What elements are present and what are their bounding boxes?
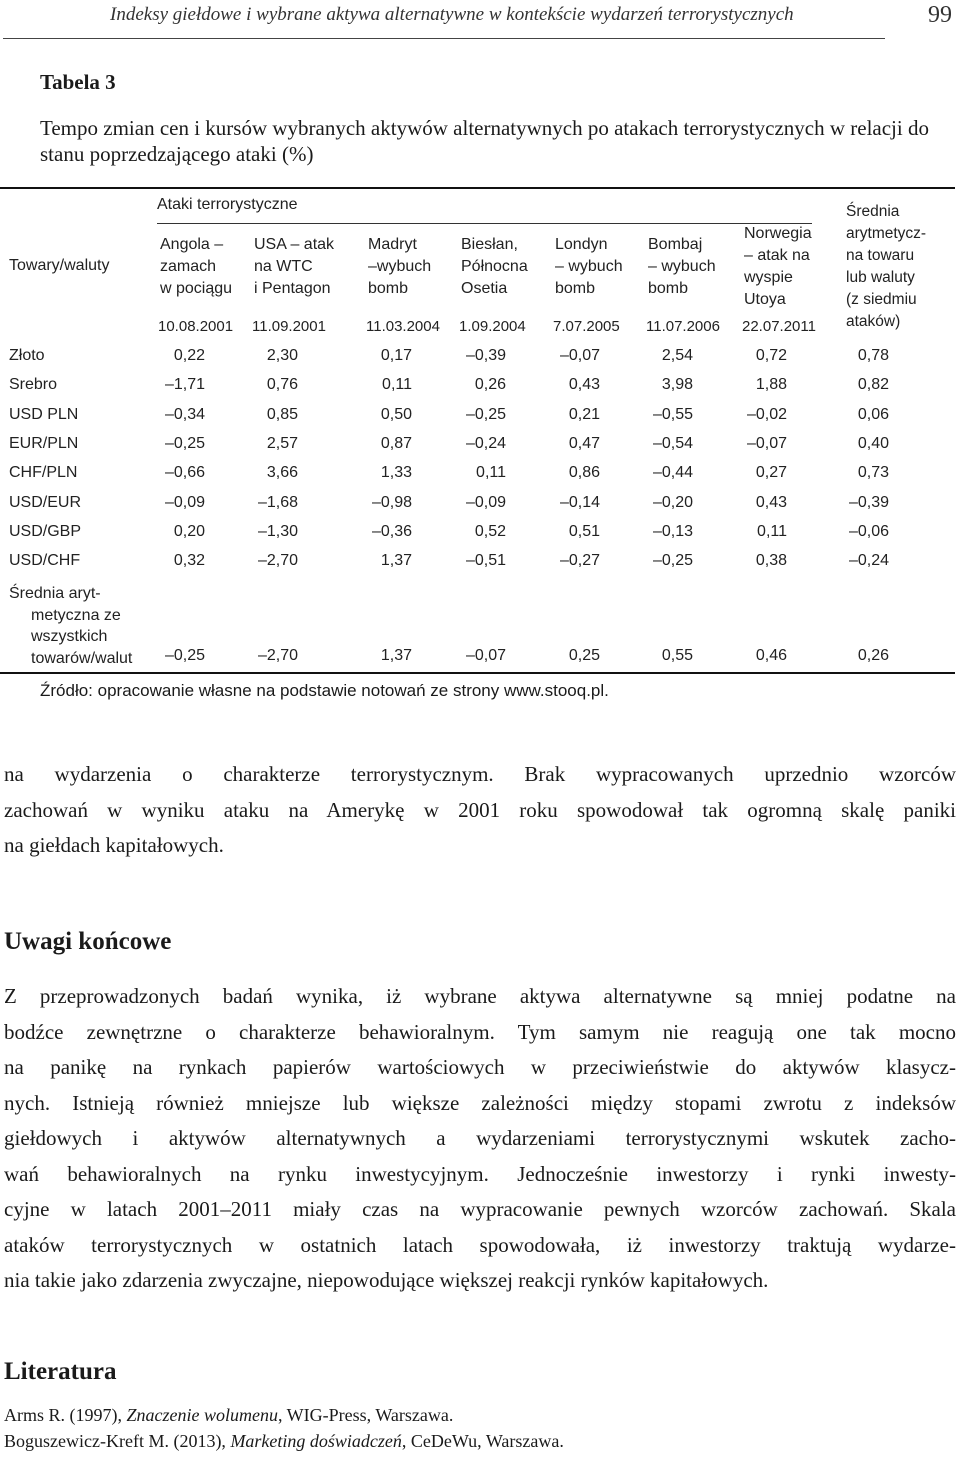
- column-header-line: Angola –: [160, 236, 224, 253]
- text-line: na wydarzenia o charakterze terrorystycznym. Brak wypracowanych uprzednio wzorców: [4, 762, 956, 786]
- value-cell: –0,13: [652, 523, 693, 540]
- value-cell: 3,66: [266, 464, 298, 481]
- column-date: 10.08.2001: [158, 318, 234, 335]
- average-cell: 0,26: [857, 647, 889, 664]
- value-cell: –0,25: [164, 435, 205, 452]
- column-date: 1.09.2004: [459, 318, 526, 335]
- value-cell: 0,25: [568, 647, 600, 664]
- value-cell: 0,11: [757, 523, 787, 540]
- column-header: [160, 234, 232, 300]
- table-source: Źródło: opracowanie własne na podstawie notowań ze strony www.stooq.pl.: [40, 681, 609, 700]
- value-cell: 1,37: [380, 552, 412, 569]
- references-title: Literatura: [4, 1358, 117, 1385]
- value-cell: –0,98: [371, 494, 412, 511]
- group-header-rule: [157, 223, 812, 224]
- column-header: [368, 234, 431, 300]
- average-cell: 0,73: [857, 464, 889, 481]
- value-cell: 0,43: [568, 376, 600, 393]
- column-header-line: bomb: [555, 280, 596, 297]
- value-cell: –2,70: [257, 647, 298, 664]
- value-cell: 0,87: [380, 435, 412, 452]
- average-column-header: [846, 201, 926, 333]
- average-cell: –0,24: [848, 552, 889, 569]
- value-cell: –0,09: [164, 494, 205, 511]
- reference-title: Znaczenie wolumenu: [126, 1405, 278, 1425]
- group-header: Ataki terrorystyczne: [157, 196, 298, 213]
- row-label: Złoto: [9, 347, 45, 364]
- value-cell: 0,32: [173, 552, 205, 569]
- column-header: [648, 234, 716, 300]
- column-date: 11.07.2006: [646, 318, 720, 335]
- value-cell: 0,85: [266, 406, 298, 423]
- table-top-rule: [0, 187, 955, 189]
- reference-entry: [4, 1405, 453, 1426]
- value-cell: 1,88: [755, 376, 787, 393]
- value-cell: –1,68: [257, 494, 298, 511]
- value-cell: 0,21: [568, 406, 600, 423]
- text-line: na giełdach kapitałowych.: [4, 833, 224, 857]
- reference-title: Marketing doświadczeń: [230, 1431, 402, 1451]
- average-header-line: lub waluty: [846, 269, 915, 286]
- value-cell: –0,66: [164, 464, 205, 481]
- paragraph-2: [4, 979, 956, 1299]
- column-header-line: w pociągu: [160, 280, 233, 297]
- value-cell: –0,34: [164, 406, 205, 423]
- value-cell: –0,14: [559, 494, 600, 511]
- value-cell: –0,27: [559, 552, 600, 569]
- average-header-line: arytmetycz-: [846, 225, 927, 242]
- value-cell: 0,17: [380, 347, 412, 364]
- value-cell: –0,07: [559, 347, 600, 364]
- value-cell: –1,71: [164, 376, 205, 393]
- column-header-line: – wybuch: [648, 258, 716, 275]
- value-cell: 0,86: [568, 464, 600, 481]
- column-header-line: Osetia: [461, 280, 508, 297]
- row-header: Towary/waluty: [9, 257, 110, 274]
- paragraph-1: [4, 757, 956, 864]
- value-cell: 2,57: [266, 435, 298, 452]
- reference-publisher: , CeDeWu, Warszawa.: [401, 1431, 564, 1451]
- column-header-line: Norwegia: [744, 225, 812, 242]
- column-date: 22.07.2011: [742, 318, 816, 335]
- value-cell: 0,72: [755, 347, 787, 364]
- column-header: [744, 223, 812, 311]
- value-cell: –0,09: [465, 494, 506, 511]
- value-cell: 3,98: [661, 376, 693, 393]
- data-table: [0, 187, 955, 677]
- running-header: Indeksy giełdowe i wybrane aktywa alternatywne w kontekście wydarzeń terrorystycznych: [110, 4, 794, 25]
- reference-entry: [4, 1431, 564, 1452]
- column-header-line: bomb: [368, 280, 409, 297]
- value-cell: 2,30: [266, 347, 298, 364]
- value-cell: 1,33: [380, 464, 412, 481]
- table-label: Tabela 3: [40, 70, 116, 94]
- value-cell: 2,54: [661, 347, 693, 364]
- column-date: 7.07.2005: [553, 318, 620, 335]
- table-bottom-rule: [0, 672, 955, 674]
- value-cell: 0,11: [476, 464, 506, 481]
- average-header-line: (z siedmiu: [846, 291, 917, 308]
- value-cell: 0,22: [173, 347, 205, 364]
- text-line: zachowań w wyniku ataku na Amerykę w 2001 roku spowodował tak ogromną skalę paniki: [4, 797, 956, 822]
- value-cell: –0,07: [465, 647, 506, 664]
- average-header-line: Średnia: [846, 203, 900, 220]
- reference-publisher: , WIG-Press, Warszawa.: [277, 1405, 454, 1425]
- column-header-line: na WTC: [254, 258, 313, 275]
- column-header-line: –wybuch: [368, 258, 432, 275]
- column-header-line: – atak na: [744, 247, 810, 264]
- page-number: 99: [928, 2, 952, 28]
- value-cell: 0,55: [661, 647, 693, 664]
- row-label: USD/GBP: [9, 523, 82, 540]
- column-header-line: wyspie: [744, 269, 793, 286]
- average-header-line: ataków): [846, 313, 901, 330]
- column-header-line: Bombaj: [648, 236, 703, 253]
- row-label: CHF/PLN: [9, 464, 78, 481]
- text-line: bodźce zewnętrzne o charakterze behawioralnym. Tym samym nie reagują one tak mocno: [4, 1019, 956, 1044]
- value-cell: –0,44: [652, 464, 693, 481]
- summary-label-line: wszystkich: [31, 628, 108, 645]
- column-header-line: USA – atak: [254, 236, 335, 253]
- column-date: 11.09.2001: [252, 318, 326, 335]
- row-label: USD/EUR: [9, 494, 82, 511]
- row-label: Srebro: [9, 376, 58, 393]
- value-cell: –0,02: [746, 406, 787, 423]
- table-caption: Tempo zmian cen i kursów wybranych aktywów alternatywnych po atakach terrorystycznych w relacji do stanu poprzedzającego ataki (%): [40, 116, 929, 166]
- value-cell: 0,52: [474, 523, 506, 540]
- column-header-line: Biesłan,: [461, 236, 518, 253]
- average-cell: –0,06: [848, 523, 889, 540]
- value-cell: 1,37: [380, 647, 412, 664]
- average-cell: 0,78: [857, 347, 889, 364]
- reference-author: Boguszewicz-Kreft M. (2013),: [4, 1431, 231, 1451]
- value-cell: 0,51: [568, 523, 600, 540]
- value-cell: –2,70: [257, 552, 298, 569]
- section-title: Uwagi końcowe: [4, 928, 172, 955]
- value-cell: 0,47: [568, 435, 600, 452]
- text-line: nia takie jako zdarzenia zwyczajne, niepowodujące większej reakcji rynków kapitałowych.: [4, 1268, 769, 1292]
- average-header-line: na towaru: [846, 247, 915, 264]
- value-cell: 0,43: [755, 494, 787, 511]
- average-cell: 0,82: [857, 376, 889, 393]
- summary-label-line: towarów/walut: [31, 649, 133, 667]
- value-cell: –0,36: [371, 523, 412, 540]
- reference-author: Arms R. (1997),: [4, 1405, 127, 1425]
- value-cell: 0,26: [474, 376, 506, 393]
- text-line: na panikę na rynkach papierów wartościowych w przeciwieństwie do aktywów klasycz-: [4, 1055, 956, 1079]
- average-cell: 0,06: [857, 406, 889, 423]
- column-header-line: Północna: [461, 258, 528, 275]
- value-cell: –0,55: [652, 406, 693, 423]
- text-line: Z przeprowadzonych badań wynika, iż wybrane aktywa alternatywne są mniej podatne na: [4, 984, 956, 1008]
- column-header-line: i Pentagon: [254, 280, 331, 297]
- text-line: cyjne w latach 2001–2011 miały czas na wypracowanie pewnych wzorców zachowań. Skala: [4, 1197, 956, 1221]
- value-cell: 0,38: [755, 552, 787, 569]
- value-cell: 0,50: [380, 406, 412, 423]
- text-line: ataków terrorystycznych w ostatnich latach spowodowała, iż inwestorzy traktują wydarze-: [4, 1232, 956, 1257]
- value-cell: –0,54: [652, 435, 693, 452]
- value-cell: 0,46: [755, 647, 787, 664]
- column-header: [461, 234, 528, 300]
- value-cell: 0,76: [266, 376, 298, 393]
- value-cell: –0,51: [465, 552, 506, 569]
- column-header: [254, 234, 334, 300]
- column-header-line: bomb: [648, 280, 689, 297]
- value-cell: –0,20: [652, 494, 693, 511]
- row-label: USD PLN: [9, 406, 79, 423]
- value-cell: –1,30: [257, 523, 298, 540]
- average-cell: 0,40: [857, 435, 889, 452]
- value-cell: 0,11: [382, 376, 412, 393]
- value-cell: –0,39: [465, 347, 506, 364]
- column-date: 11.03.2004: [366, 318, 440, 335]
- header-rule: [3, 38, 885, 39]
- column-header-line: Madryt: [368, 236, 417, 253]
- summary-label-line: metyczna ze: [31, 606, 121, 624]
- value-cell: –0,25: [465, 406, 506, 423]
- column-header-line: Utoya: [744, 291, 786, 308]
- value-cell: –0,25: [652, 552, 693, 569]
- value-cell: –0,07: [746, 435, 787, 452]
- average-cell: –0,39: [848, 494, 889, 511]
- column-header-line: Londyn: [555, 236, 608, 253]
- row-label: EUR/PLN: [9, 435, 79, 452]
- value-cell: 0,27: [755, 464, 787, 481]
- column-header-line: – wybuch: [555, 258, 623, 275]
- text-line: wań behawioralnych na rynku inwestycyjnym. Jednocześnie inwestorzy i rynki inwesty-: [4, 1161, 956, 1186]
- column-header: [555, 234, 623, 300]
- summary-label-line: Średnia aryt-: [9, 585, 101, 602]
- value-cell: 0,20: [173, 523, 205, 540]
- text-line: giełdowych i aktywów alternatywnych a wydarzeniami terrorystycznymi wskutek zacho-: [4, 1126, 956, 1150]
- summary-row-label: [9, 583, 132, 669]
- value-cell: –0,25: [164, 647, 205, 664]
- row-label: USD/CHF: [9, 552, 81, 569]
- value-cell: –0,24: [465, 435, 506, 452]
- column-header-line: zamach: [160, 258, 217, 275]
- text-line: nych. Istnieją również mniejsze lub większe zależności między stopami zwrotu z indeksów: [4, 1090, 956, 1115]
